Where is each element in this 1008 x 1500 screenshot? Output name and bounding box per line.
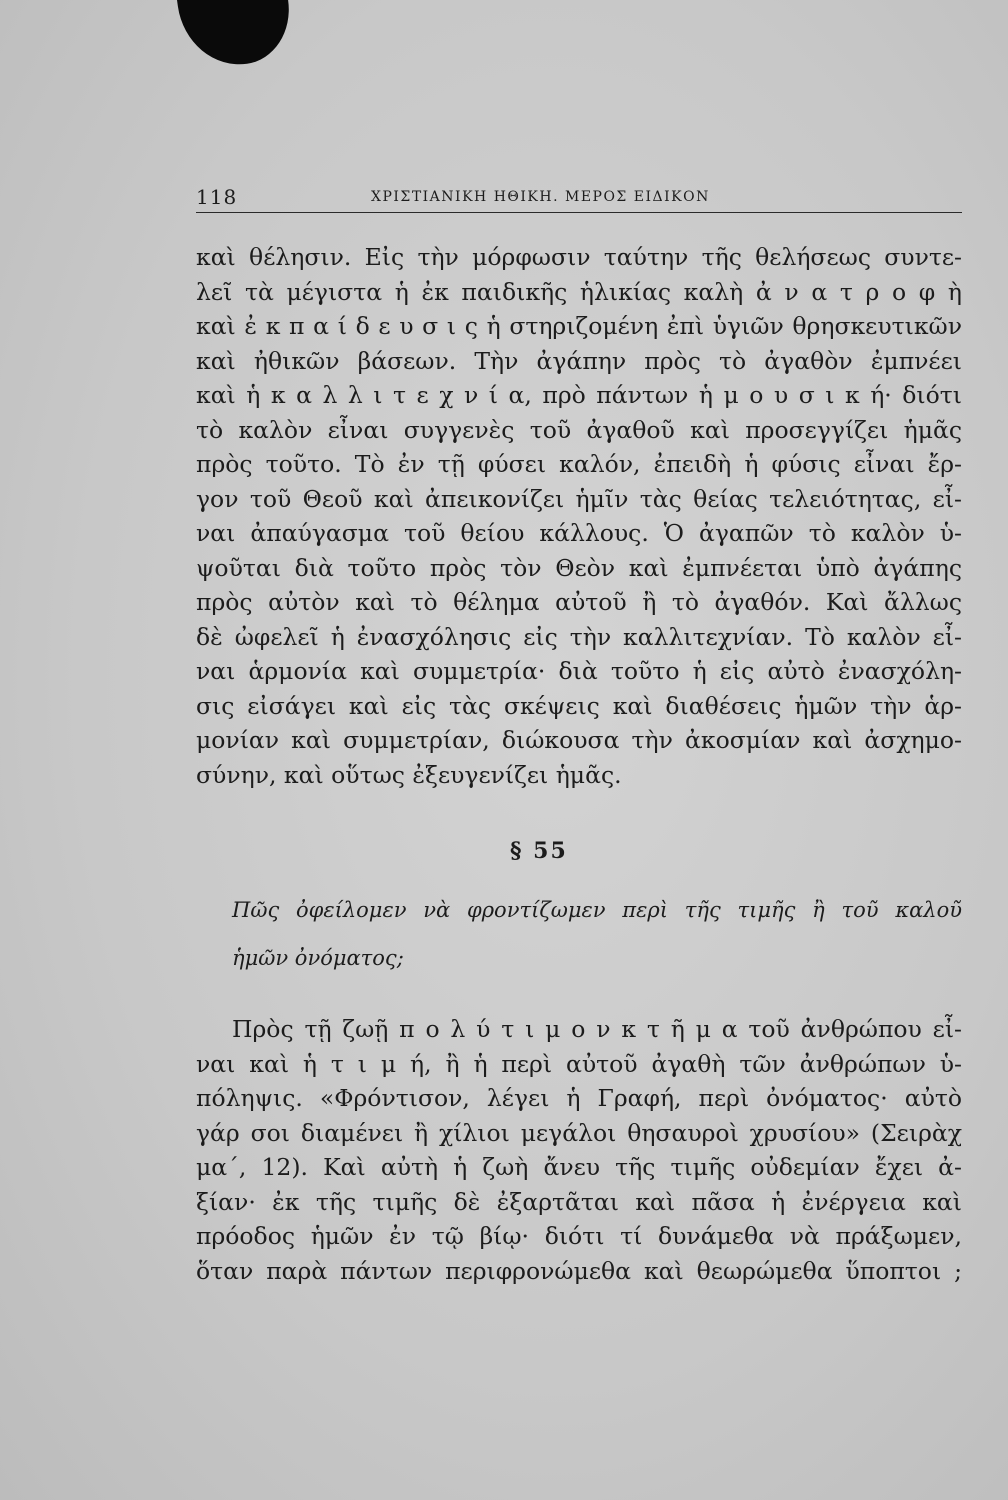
text-line: καὶ ἡ κ α λ λ ι τ ε χ ν ί α, πρὸ πάντων ἡ μ ο υ σ ι κ ή· διότι: [196, 381, 962, 409]
text-line: πρὸς τοῦτο. Τὸ ἐν τῇ φύσει καλόν, ἐπειδὴ ἡ φύσις εἶναι ἔρ-: [196, 450, 962, 478]
section-number: § 55: [510, 838, 568, 864]
text-line: μα΄, 12). Καὶ αὐτὴ ἡ ζωὴ ἄνευ τῆς τιμῆς οὐδεμίαν ἔχει ἀ-: [196, 1153, 962, 1181]
text-line: σις εἰσάγει καὶ εἰς τὰς σκέψεις καὶ διαθέσεις ἡμῶν τὴν ἁρ-: [196, 691, 962, 720]
ink-stain: [174, 0, 296, 72]
section-title: [232, 886, 962, 982]
text-line: Πρὸς τῇ ζωῇ π ο λ ύ τ ι μ ο ν κ τ ῆ μ α τοῦ ἀνθρώπου εἶ-: [232, 1015, 962, 1043]
text-line: μονίαν καὶ συμμετρίαν, διώκουσα τὴν ἀκοσμίαν καὶ ἀσχημο-: [196, 726, 962, 754]
page-number: 118: [196, 185, 238, 209]
text-line: ναι ἁρμονία καὶ συμμετρία· διὰ τοῦτο ἡ εἰς αὐτὸ ἐνασχόλη-: [196, 657, 962, 685]
text-line: ναι ἀπαύγασμα τοῦ θείου κάλλους. Ὁ ἀγαπῶν τὸ καλὸν ὑ-: [196, 519, 962, 547]
text-line: πρὸς αὐτὸν καὶ τὸ θέλημα αὐτοῦ ἢ τὸ ἀγαθόν. Καὶ ἄλλως: [196, 588, 962, 616]
text-line: γάρ σοι διαμένει ἢ χίλιοι μεγάλοι θησαυροὶ χρυσίου» (Σειρὰχ: [196, 1118, 962, 1147]
text-line: γον τοῦ Θεοῦ καὶ ἀπεικονίζει ἡμῖν τὰς θείας τελειότητας, εἶ-: [196, 484, 962, 513]
text-line: ξίαν· ἐκ τῆς τιμῆς δὲ ἐξαρτᾶται καὶ πᾶσα ἡ ἐνέργεια καὶ: [196, 1187, 962, 1216]
text-line: δὲ ὠφελεῖ ἡ ἐνασχόλησις εἰς τὴν καλλιτεχνίαν. Τὸ καλὸν εἶ-: [196, 622, 962, 651]
section-title-line: ἡμῶν ὀνόματος;: [232, 946, 404, 970]
text-line: καὶ ἠθικῶν βάσεων. Τὴν ἀγάπην πρὸς τὸ ἀγαθὸν ἐμπνέει: [196, 346, 962, 375]
text-line: τὸ καλὸν εἶναι συγγενὲς τοῦ ἀγαθοῦ καὶ προσεγγίζει ἡμᾶς: [196, 415, 962, 444]
paragraph-1: [196, 240, 962, 792]
text-line: σύνην, καὶ οὕτως ἐξευγενίζει ἡμᾶς.: [196, 760, 622, 789]
text-line: καὶ ἐ κ π α ί δ ε υ σ ι ς ἡ στηριζομένη ἐπὶ ὑγιῶν θρησκευτικῶν: [196, 312, 962, 340]
running-head: ΧΡΙΣΤΙΑΝΙΚΗ ΗΘΙΚΗ. ΜΕΡΟΣ ΕΙΔΙΚΟΝ: [371, 189, 710, 205]
text-line: ὅταν παρὰ πάντων περιφρονώμεθα καὶ θεωρώμεθα ὕποπτοι ;: [196, 1256, 962, 1285]
section-title-line: Πῶς ὀφείλομεν νὰ φροντίζωμεν περὶ τῆς τιμῆς ἢ τοῦ καλοῦ: [232, 898, 962, 922]
text-line: καὶ θέλησιν. Εἰς τὴν μόρφωσιν ταύτην τῆς θελήσεως συντε-: [196, 243, 962, 271]
text-line: ψοῦται διὰ τοῦτο πρὸς τὸν Θεὸν καὶ ἐμπνέεται ὑπὸ ἀγάπης: [196, 553, 962, 582]
paragraph-2: [196, 1012, 962, 1288]
text-line: λεῖ τὰ μέγιστα ἡ ἐκ παιδικῆς ἡλικίας καλὴ ἀ ν α τ ρ ο φ ὴ: [196, 277, 962, 306]
header-rule: [196, 212, 962, 213]
text-line: ναι καὶ ἡ τ ι μ ή, ἢ ἡ περὶ αὐτοῦ ἀγαθὴ τῶν ἀνθρώπων ὑ-: [196, 1049, 962, 1078]
text-line: πόληψις. «Φρόντισον, λέγει ἡ Γραφή, περὶ ὀνόματος· αὐτὸ: [196, 1084, 962, 1112]
text-line: πρόοδος ἡμῶν ἐν τῷ βίῳ· διότι τί δυνάμεθα νὰ πράξωμεν,: [196, 1222, 962, 1250]
